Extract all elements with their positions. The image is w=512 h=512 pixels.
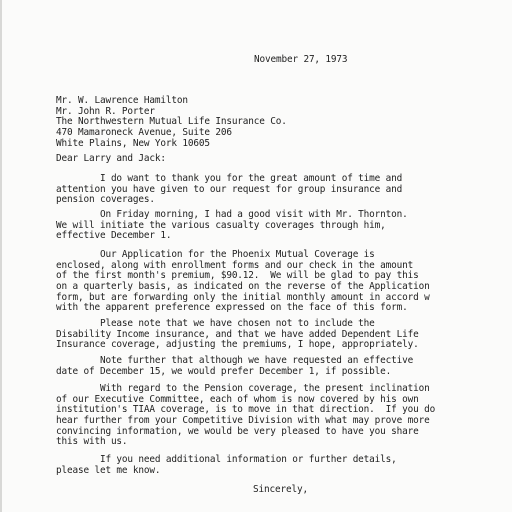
address-line: The Northwestern Mutual Life Insurance Co. xyxy=(56,116,287,128)
paragraph-line: of the first month's premium, $90.12. We will be glad to pay this xyxy=(56,270,419,282)
paragraph-casualty xyxy=(56,210,408,242)
paragraph-line: date of December 15, we would prefer December 1, if possible. xyxy=(56,365,392,377)
paragraph-effective-date xyxy=(56,356,413,377)
recipient-address-block xyxy=(56,96,287,149)
paragraph-line: hear further from your Competitive Division with what may prove more xyxy=(56,415,430,427)
paragraph-line: Note further that although we have requested an effective xyxy=(56,355,414,366)
paragraph-line: of our Executive Committee, each of whom is now covered by his own xyxy=(56,393,419,405)
paragraph-line: convincing information, we would be very pleased to have you share xyxy=(56,425,419,437)
paragraph-line: form, but are forwarding only the initial monthly amount in accord w xyxy=(56,291,430,303)
paragraph-further-info xyxy=(56,455,397,476)
paragraph-line: this with us. xyxy=(56,436,128,448)
page-edge xyxy=(0,0,2,512)
paragraph-application xyxy=(56,250,430,314)
paragraph-line: Insurance coverage, adjusting the premiums, I hope, appropriately. xyxy=(56,339,419,351)
paragraph-thanks xyxy=(56,174,402,206)
paragraph-line: On Friday morning, I had a good visit with Mr. Thornton. xyxy=(56,209,408,220)
address-line: White Plains, New York 10605 xyxy=(56,137,210,149)
paragraph-line: With regard to the Pension coverage, the present inclination xyxy=(56,383,430,394)
paragraph-line: Our Application for the Phoenix Mutual Coverage is xyxy=(56,249,375,260)
paragraph-line: pension coverages. xyxy=(56,194,155,206)
paragraph-line: institution's TIAA coverage, is to move in that direction. If you do xyxy=(56,404,436,416)
letter-date: November 27, 1973 xyxy=(254,54,348,65)
paragraph-line: If you need additional information or further details, xyxy=(56,454,397,465)
address-line: 470 Mamaroneck Avenue, Suite 206 xyxy=(56,127,232,139)
paragraph-line: I do want to thank you for the great amount of time and xyxy=(56,173,403,184)
address-line: Mr. W. Lawrence Hamilton xyxy=(56,95,188,106)
closing: Sincerely, xyxy=(253,484,308,495)
paragraph-line: with the apparent preference expressed on the face of this form. xyxy=(56,302,408,314)
paragraph-line: on a quarterly basis, as indicated on the reverse of the Application xyxy=(56,281,430,293)
paragraph-line: Please note that we have chosen not to include the xyxy=(56,318,375,329)
paragraph-pension xyxy=(56,384,435,448)
paragraph-line: effective December 1. xyxy=(56,230,172,242)
paragraph-line: enclosed, along with enrollment forms and our check in the amount xyxy=(56,259,414,271)
paragraph-line: please let me know. xyxy=(56,464,161,476)
salutation: Dear Larry and Jack: xyxy=(56,153,166,164)
address-line: Mr. John R. Porter xyxy=(56,105,155,117)
paragraph-line: attention you have given to our request for group insurance and xyxy=(56,183,403,195)
paragraph-disability xyxy=(56,319,419,351)
paragraph-line: Disability Income insurance, and that we have added Dependent Life xyxy=(56,328,419,340)
paragraph-line: We will initiate the various casualty coverages through him, xyxy=(56,219,386,231)
